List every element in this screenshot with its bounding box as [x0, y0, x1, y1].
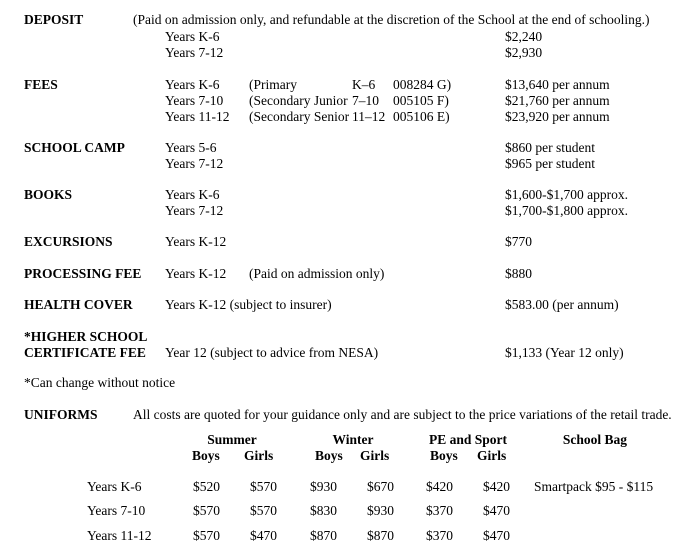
hsc-fee-heading-line1: *HIGHER SCHOOL: [24, 329, 148, 344]
hsc-fee-heading-line2: CERTIFICATE FEE: [24, 345, 146, 360]
uniform-k6-pe-boys: $420: [426, 479, 453, 494]
uniform-k6-summer-boys: $520: [193, 479, 220, 494]
deposit-heading: DEPOSIT: [24, 12, 84, 27]
subhead-winter-boys: Boys: [315, 448, 343, 463]
subhead-summer-girls: Girls: [244, 448, 274, 463]
processing-fee-note: (Paid on admission only): [249, 266, 385, 281]
uniform-11-12-pe-boys: $370: [426, 528, 453, 543]
fees-code-11-12: 005106 E): [393, 109, 450, 124]
uniform-years-7-10: Years 7-10: [87, 503, 146, 518]
excursions-amount: $770: [505, 234, 532, 249]
uniforms-heading: UNIFORMS: [24, 407, 98, 422]
uniform-years-11-12: Years 11-12: [87, 528, 152, 543]
excursions-years: Years K-12: [165, 234, 227, 249]
books-amount-k6: $1,600-$1,700 approx.: [505, 187, 628, 202]
books-amount-7-12: $1,700-$1,800 approx.: [505, 203, 628, 218]
excursions-heading: EXCURSIONS: [24, 234, 113, 249]
uniform-k6-pe-girls: $420: [483, 479, 510, 494]
uniform-years-k6: Years K-6: [87, 479, 142, 494]
uniform-11-12-winter-girls: $870: [367, 528, 394, 543]
fees-code-k6: 008284 G): [393, 77, 452, 92]
processing-fee-heading: PROCESSING FEE: [24, 266, 142, 281]
school-camp-heading: SCHOOL CAMP: [24, 140, 125, 155]
fees-desc-7-10: (Secondary Junior: [249, 93, 348, 108]
uniform-11-12-winter-boys: $870: [310, 528, 337, 543]
fees-amount-11-12: $23,920 per annum: [505, 109, 610, 124]
books-years-7-12: Years 7-12: [165, 203, 224, 218]
fees-range-7-10: 7–10: [352, 93, 379, 108]
books-years-k6: Years K-6: [165, 187, 220, 202]
fees-years-11-12: Years 11-12: [165, 109, 230, 124]
fees-years-k6: Years K-6: [165, 77, 220, 92]
uniform-k6-winter-boys: $930: [310, 479, 337, 494]
uniform-7-10-pe-boys: $370: [426, 503, 453, 518]
fees-amount-k6: $13,640 per annum: [505, 77, 610, 92]
camp-years-5-6: Years 5-6: [165, 140, 217, 155]
uniform-7-10-winter-boys: $830: [310, 503, 337, 518]
uniform-11-12-summer-girls: $470: [250, 528, 277, 543]
hsc-fee-amount: $1,133 (Year 12 only): [505, 345, 624, 360]
deposit-amount-k6: $2,240: [505, 29, 543, 44]
health-cover-heading: HEALTH COVER: [24, 297, 133, 312]
fees-range-k6: K–6: [352, 77, 376, 92]
footnote: *Can change without notice: [24, 375, 176, 390]
subhead-pe-girls: Girls: [477, 448, 507, 463]
camp-years-7-12: Years 7-12: [165, 156, 224, 171]
health-cover-amount: $583.00 (per annum): [505, 297, 619, 312]
group-summer: Summer: [207, 432, 257, 447]
uniforms-note: All costs are quoted for your guidance only and are subject to the price variations of the retail trade.: [133, 407, 672, 422]
fees-range-11-12: 11–12: [352, 109, 386, 124]
processing-fee-amount: $880: [505, 266, 532, 281]
uniform-11-12-pe-girls: $470: [483, 528, 510, 543]
uniform-7-10-winter-girls: $930: [367, 503, 394, 518]
fees-desc-k6: (Primary: [249, 77, 297, 92]
subhead-winter-girls: Girls: [360, 448, 390, 463]
camp-amount-7-12: $965 per student: [505, 156, 595, 171]
deposit-years-7-12: Years 7-12: [165, 45, 224, 60]
uniform-7-10-pe-girls: $470: [483, 503, 510, 518]
deposit-years-k6: Years K-6: [165, 29, 220, 44]
group-school-bag: School Bag: [562, 432, 628, 447]
deposit-amount-7-12: $2,930: [505, 45, 543, 60]
fees-code-7-10: 005105 F): [393, 93, 449, 108]
uniform-7-10-summer-boys: $570: [193, 503, 220, 518]
subhead-summer-boys: Boys: [192, 448, 220, 463]
group-pe-sport: PE and Sport: [428, 432, 508, 447]
uniform-k6-school-bag: Smartpack $95 - $115: [534, 479, 654, 494]
fees-heading: FEES: [24, 77, 58, 92]
books-heading: BOOKS: [24, 187, 73, 202]
processing-fee-years: Years K-12: [165, 266, 227, 281]
fees-desc-11-12: (Secondary Senior: [249, 109, 350, 124]
uniform-7-10-summer-girls: $570: [250, 503, 277, 518]
fees-amount-7-10: $21,760 per annum: [505, 93, 610, 108]
subhead-pe-boys: Boys: [430, 448, 458, 463]
deposit-note: (Paid on admission only, and refundable at the discretion of the School at the end of schooling.): [133, 12, 650, 27]
hsc-fee-years: Year 12 (subject to advice from NESA): [165, 345, 379, 360]
uniform-k6-winter-girls: $670: [367, 479, 394, 494]
group-winter: Winter: [332, 432, 374, 447]
health-cover-years: Years K-12 (subject to insurer): [165, 297, 332, 312]
uniform-11-12-summer-boys: $570: [193, 528, 220, 543]
camp-amount-5-6: $860 per student: [505, 140, 595, 155]
fees-years-7-10: Years 7-10: [165, 93, 224, 108]
uniform-k6-summer-girls: $570: [250, 479, 277, 494]
